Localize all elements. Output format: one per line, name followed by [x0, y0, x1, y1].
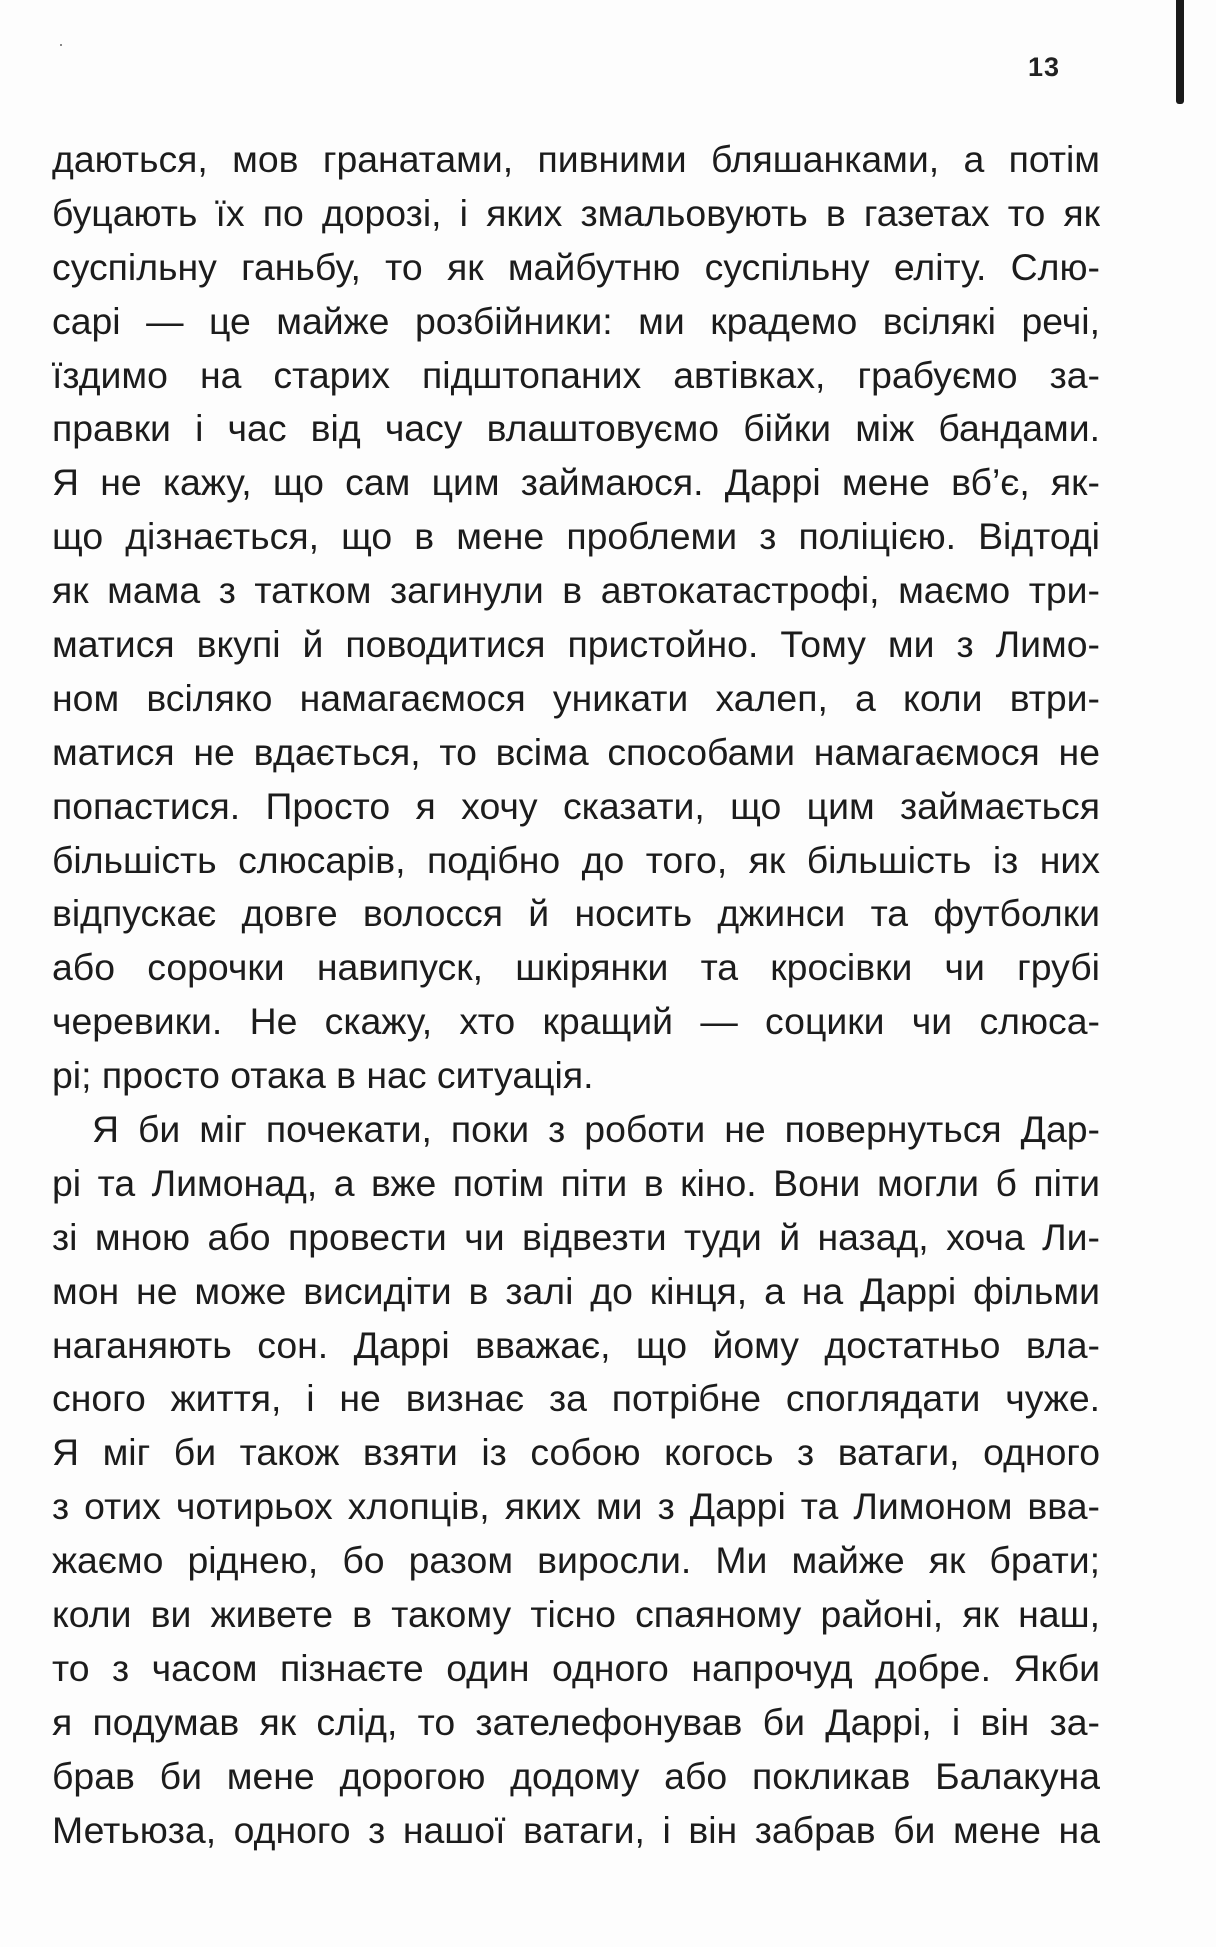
- text-line: з отих чотирьох хлопців, яких ми з Даррі та Лимоном вва-: [52, 1485, 1100, 1528]
- page-edge-mark: [1176, 0, 1184, 104]
- text-line: попастися. Просто я хочу сказати, що цим займається: [52, 784, 1100, 827]
- text-line: Я би міг почекати, поки з роботи не повернуться Дар-: [92, 1108, 1100, 1151]
- text-line: відпускає довге волосся й носить джинси та футболки: [52, 892, 1100, 935]
- text-line: Я не кажу, що сам цим займаюся. Даррі мене вб’є, як-: [52, 461, 1100, 504]
- text-line: коли ви живете в такому тісно спаяному районі, як наш,: [52, 1593, 1100, 1636]
- page-number: 13: [1027, 52, 1060, 82]
- text-line: сного життя, і не визнає за потрібне споглядати чуже.: [52, 1377, 1100, 1420]
- text-line: Я міг би також взяти із собою когось з ватаги, одного: [52, 1431, 1100, 1474]
- text-line: більшість слюсарів, подібно до того, як більшість із них: [52, 838, 1100, 881]
- body-text: [52, 133, 1100, 1858]
- text-line: матися не вдається, то всіма способами намагаємося не: [52, 730, 1100, 773]
- text-line: даються, мов гранатами, пивними бляшанками, а потім: [52, 138, 1100, 180]
- text-line: Метьюза, одного з нашої ватаги, і він забрав би мене на: [52, 1808, 1100, 1851]
- text-line: рі; просто отака в нас ситуація.: [52, 1054, 594, 1097]
- text-line: ном всіляко намагаємося уникати халеп, а коли втри-: [52, 676, 1100, 719]
- text-line: брав би мене дорогою додому або покликав Балакуна: [52, 1754, 1100, 1797]
- text-line: жаємо ріднею, бо разом виросли. Ми майже як брати;: [52, 1539, 1100, 1582]
- text-line: сарі — це майже розбійники: ми крадемо всілякі речі,: [52, 299, 1100, 342]
- text-line: правки і час від часу влаштовуємо бійки між бандами.: [52, 407, 1100, 450]
- text-line: або сорочки навипуск, шкірянки та кросівки чи грубі: [52, 946, 1100, 989]
- text-line: суспільну ганьбу, то як майбутню суспільну еліту. Слю-: [52, 245, 1100, 288]
- text-line: мон не може висидіти в залі до кінця, а на Даррі фільми: [52, 1269, 1100, 1312]
- text-line: зі мною або провести чи відвезти туди й назад, хоча Ли-: [52, 1215, 1100, 1258]
- text-line: матися вкупі й поводитися пристойно. Тому ми з Лимо-: [52, 623, 1100, 666]
- text-line: їздимо на старих підштопаних автівках, грабуємо за-: [52, 353, 1100, 396]
- text-line: наганяють сон. Даррі вважає, що йому достатньо вла-: [52, 1323, 1100, 1366]
- text-line: черевики. Не скажу, хто кращий — социки чи слюса-: [52, 1000, 1100, 1043]
- text-line: я подумав як слід, то зателефонував би Даррі, і він за-: [52, 1700, 1100, 1743]
- scan-speck: [60, 44, 62, 46]
- text-line: як мама з татком загинули в автокатастрофі, маємо три-: [52, 569, 1100, 612]
- text-line: то з часом пізнаєте один одного напрочуд добре. Якби: [52, 1646, 1100, 1689]
- text-line: рі та Лимонад, а вже потім піти в кіно. Вони могли б піти: [52, 1161, 1100, 1204]
- text-line: буцають їх по дорозі, і яких змальовують в газетах то як: [52, 191, 1100, 234]
- text-line: що дізнається, що в мене проблеми з поліцією. Відтоді: [52, 515, 1100, 558]
